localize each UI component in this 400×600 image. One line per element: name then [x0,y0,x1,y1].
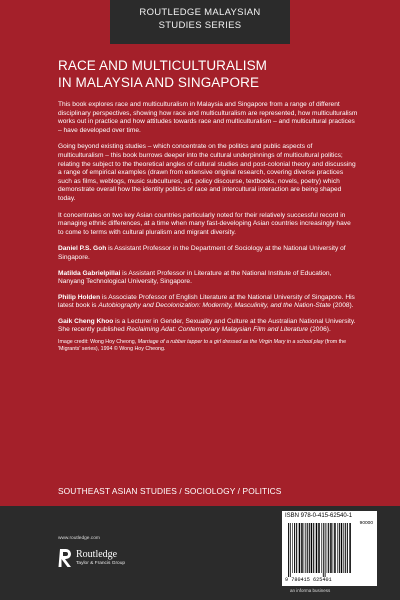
editor-bio-khoo [58,318,358,335]
editor-bio-text: is Assistant Professor in the Department of Sociology at the National University of Singapore. [58,245,346,261]
blurb-paragraph-3: It concentrates on two key Asian countries particularly noted for their relatively successful record in managing ethnic differences, at a time when many fast-developing Asian countries increasingly have to come to terms with cultural pluralism and migrant diversity. [58,211,351,236]
credit-work: Marriage of a rubber tapper to a girl dressed as the Virgin Mary in a school play [137,339,324,346]
image-credit [58,339,358,353]
editor-name: Daniel P.S. Goh [58,245,107,253]
publisher-group: Taylor & Francis Group [76,561,126,566]
book-title [58,57,358,91]
blurb-paragraph-1: This book explores race and multiculturalism in Malaysia and Singapore from a range of different disciplinary perspectives, showing how race and multiculturalism are represented, how multiculturalism works out in practice and how attitudes towards race and multiculturalism – and multicultural practices – have developed over time. [58,101,358,134]
editor-name: Philip Holden [58,293,101,301]
editor-bio-text: is Associate Professor of English Literature at the National University of Singapore. His latest book is [58,293,355,310]
blurb-paragraph-2: Going beyond existing studies – which concentrate on the politics and public aspects of multiculturalism – this book burrows deeper into the cultural underpinnings of multicultural politics; relating the subject to the theoretical angles of cultural studies and post-colonial theory and discussing a range of empirical examples (drawn from extensive original research, covering diverse practices such as films, weblogs, music subcultures, art, policy discourse, textbooks, novels, poetry) which demonstrate overall how the identity politics of race and intercultural interaction are being shaped today. [58,143,356,202]
informa-tagline: an informa business [290,588,331,593]
blurb [58,101,358,361]
isbn-number: ISBN 978-0-415-62540-1 [285,513,353,519]
publisher-url: www.routledge.com [58,536,100,541]
editor-work-title: Autobiography and Decolonization: Modernity, Masculinity, and the Nation-State [98,302,331,310]
editor-bio-end: (2008). [330,302,354,310]
editor-name: Gaik Cheng Khoo [58,317,114,325]
title-line-2: IN MALAYSIA AND SINGAPORE [58,75,260,90]
subject-categories: SOUTHEAST ASIAN STUDIES / SOCIOLOGY / POLITICS [58,486,282,496]
publisher-name: Routledge [76,549,118,560]
routledge-logo-icon [58,548,72,568]
series-line-1: ROUTLEDGE MALAYSIAN [139,7,261,18]
barcode-digits: 9 780415 625401 [285,577,332,583]
editor-bio-gabrielpillai [58,270,358,287]
editor-bio-text: is Assistant Professor in Literature at the National Institute of Education, Nanyang Technological University, Singapore. [58,269,332,286]
price-code: 90000 [359,521,373,526]
editor-bio-text: is a Lecturer in Gender, Sexuality and Culture at the Australian National University. She recently published [58,317,356,334]
title-line-1: RACE AND MULTICULTURALISM [58,58,268,73]
barcode-bars-icon [286,523,373,577]
editor-work-title: Reclaiming Adat: Contemporary Malaysian Film and Literature [126,326,309,334]
editor-name: Matilda Gabrielpillai [58,269,121,277]
editor-bio-end: (2006). [308,326,331,334]
editor-bio-goh [58,245,358,262]
editor-bio-holden [58,294,358,311]
credit-suffix: (from the 'Migrants' series), 1994 © Wong Hoy Cheong. [58,339,347,353]
barcode [282,511,377,586]
credit-prefix: Image credit: Wong Hoy Cheong, [58,339,138,346]
series-label [110,0,290,44]
series-line-2: STUDIES SERIES [158,20,242,31]
